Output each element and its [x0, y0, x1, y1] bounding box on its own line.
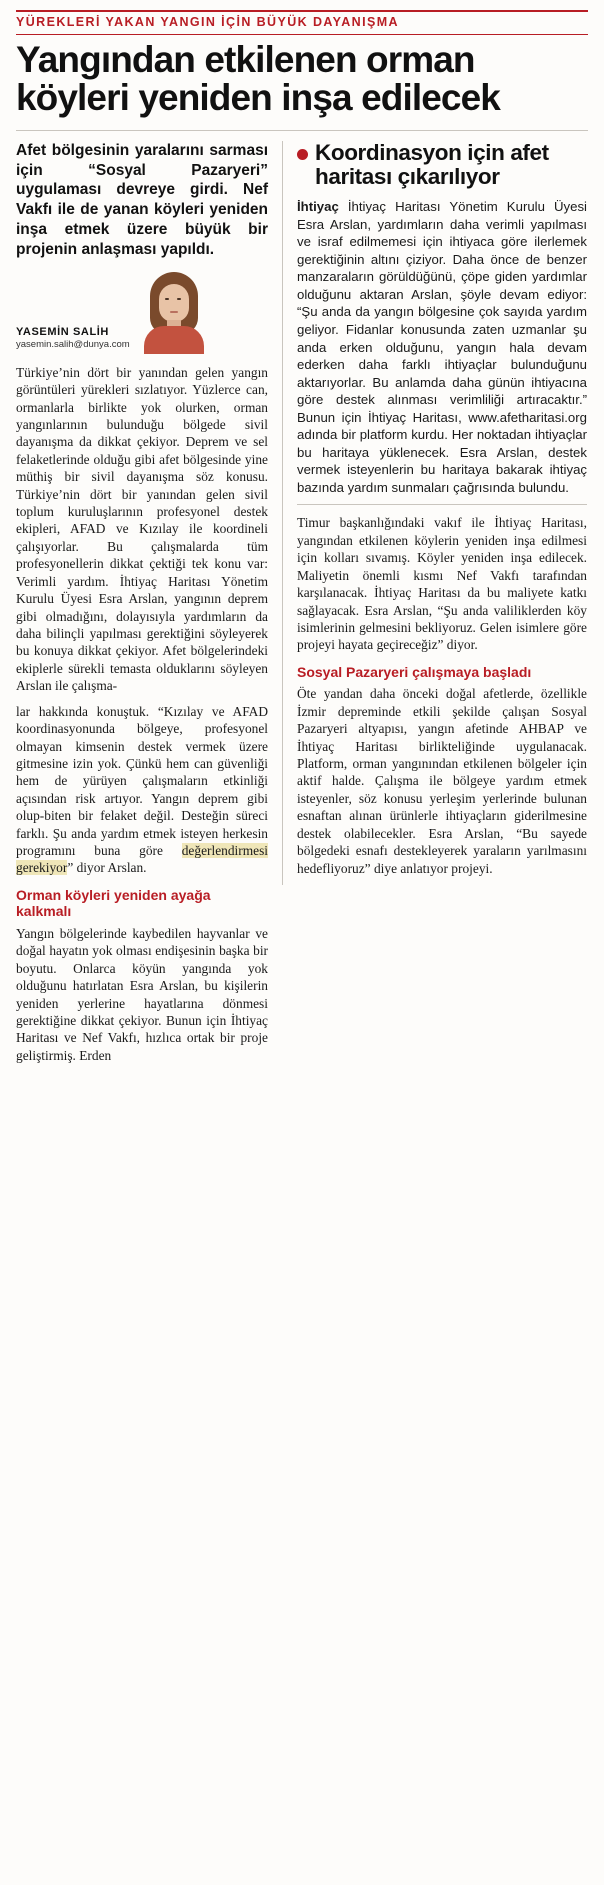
- author-email: yasemin.salih@dunya.com: [16, 338, 130, 350]
- sidebar-paragraph-text: İhtiyaç Haritası Yönetim Kurulu Üyesi Esra Arslan, yardımların daha verimli yapılması ve israf edilmemesi için ihtiyaca göre ilerlemek gerektiğinin altını çiziyor. Daha önce de benzer manzaraların görüldüğünü, çöpe giden yardımlar olduğunu aktaran Arslan, şöyle devam ediyor: “Şu anda da yangın bölgesine çok sayıda yardım geliyor. Fidanlar konusunda zaten uzmanlar şu anda erken olduğunu, yangın hala devam ederken daha farklı ihtiyaçlar bulunduğunu aktarıyorlar. Bu anlamda daha günün ihtiyacına göre destek alınması verimliliği artıracaktır.” Bunun için İhtiyaç Haritası, www.afetharitasi.org adında bir platform kurdu. Her noktadan ihtiyaçlar bu haritaya yüklenecek. Esra Arslan, destek vermek isteyenlerin bu haritaya bakarak ihtiyaç bazında yardım sunmaları çağrısında bulundu.: [297, 199, 587, 495]
- portrait-body: [144, 326, 204, 354]
- kicker-band: [16, 10, 588, 35]
- standfirst: Afet bölgesinin yaralarını sarması için “Sosyal Pazaryeri” uygulaması devreye girdi. Nef Vakfı ile de yanan köyleri yeniden inşa etmek üzere büyük bir projenin anlaşması yapıldı.: [16, 141, 268, 258]
- paragraph: Timur başkanlığındaki vakıf ile İhtiyaç Haritası, yangından etkilenen köylerin yeniden inşa edilmesi için kolları sıvamış. Köyler yeniden inşa edilecek. Maliyetin önemli kısmı Nef Vakfı tarafından karşılanacak. İhtiyaç Haritası da bu maliyete katkı sağlayacak. Esra Arslan, “Şu anda valiliklerden köy isimlerinin gelmesini bekliyoruz. Gelen isimlere göre projeyi hayata geçireceğiz” diyor.: [297, 515, 587, 653]
- byline-text: [16, 326, 130, 354]
- portrait-eye-left: [165, 298, 169, 301]
- sidebar-divider: [297, 504, 587, 505]
- author-portrait-image: [136, 268, 212, 354]
- bullet-icon: [297, 149, 308, 160]
- sidebar-title: Koordinasyon için afet haritası çıkarılıyor: [315, 139, 549, 190]
- sidebar-body: [297, 198, 587, 496]
- sidebar-lead-word: İhtiyaç: [297, 199, 339, 215]
- paragraph-highlighted: lar hakkında konuştuk. “Kızılay ve AFAD koordinasyonunda bölgeye, profesyonel olmayan kimsenin destek vermek üzere gitmesine izin yok. Çünkü hem can güvenliği hem de yürüyen çalışmaların etkinliği açısından risk artıyor. Yangın deprem gibi olup-biten bir felaket değil. Desteğin süreci farklı. Şu anda yardım etmek isteyen herkesin programını buna göre değerlendirmesi gerekiyor” diyor Arslan.: [16, 703, 268, 876]
- paragraph: Yangın bölgelerinde kaybedilen hayvanlar ve doğal hayatın yok olması endişesinin başka bir boyutu. Onlarca köyün yangında yok olduğunu hatırlatan Esra Arslan, bu kişilerin yeniden yerlerine hayatlarına dönmesi gerektiğine dikkat çekiyor. Bunun için İhtiyaç Haritası ve Nef Vakfı, hızlıca ortak bir proje geliştirmiş. Erden: [16, 925, 268, 1063]
- headline-divider: [16, 130, 588, 131]
- marker-highlight: değerlendirmesi gerekiyor: [16, 843, 268, 876]
- paragraph: Türkiye’nin dört bir yanından gelen yangın görüntüleri yürekleri sızlatıyor. Yüzlerce can, ormanlarla birlikte yok olurken, orman yangınlarının bulunduğu bölgede sivil dayanışma da dikkat çekiyor. Deprem ve sel felaketlerinde olduğu gibi afet bölgesinde yine müthiş bir sivil dayanışma söz konusu. Türkiye’nin dört bir yanından gelen sivil toplum kuruluşlarının profesyonel destek ekipleri, AFAD ve Kızılay ile koordineli çalışıyorlar. Bu çalışmalarda tüm profesyonellerin dikkat çektiği tek konu var: Verimli yardım. İhtiyaç Haritası Yönetim Kurulu Üyesi Esra Arslan, yangının deprem gibi olmadığını, dolayısıyla yardımların da daha bilinçli yapılması gerektiğini söyleyerek bu konuya dikkat çekiyor. Afet bölgelerindeki ekiplerle sürekli temasta olduklarını söyleyen Arslan ile çalışma-: [16, 364, 268, 694]
- kicker-text: YÜREKLERİ YAKAN YANGIN İÇİN BÜYÜK DAYANIŞMA: [16, 15, 399, 29]
- paragraph: Öte yandan daha önceki doğal afetlerde, özellikle İzmir depreminde etkili şekilde çalışan Sosyal Pazaryeri altyapısı, yangın afetinde AHBAP ve İhtiyaç Haritası birlikteliğinde uygulanacak. Platform, orman yangınından etkilenen bölgeler için aktif halde. Çalışma ile bölgeye yardım etmek isteyenler, söz konusu yerleşim yerlerinde bulunan esnaftan alınan ürünlerle ihtiyaçların giderilmesine destek olabilecekler. Esra Arslan, “Bu sayede bölgedeki esnafı destekleyerek yaraların yarılmasını hedefliyoruz” diye anlatıyor projeyi.: [297, 686, 587, 876]
- page-title: Yangından etkilenen orman köyleri yeniden inşa edilecek: [16, 38, 500, 119]
- left-column: [16, 141, 268, 1073]
- section-subhead: Orman köyleri yeniden ayağa kalkmalı: [16, 886, 211, 920]
- portrait-mouth: [170, 311, 178, 313]
- right-body-text: [297, 514, 587, 877]
- portrait-face: [159, 284, 189, 322]
- left-body-text: [16, 364, 268, 1065]
- sidebar-paragraph: [297, 198, 587, 496]
- right-column: [282, 141, 587, 885]
- section-subhead: Sosyal Pazaryeri çalışmaya başladı: [297, 663, 532, 680]
- sidebar-header: [297, 141, 587, 199]
- author-name: YASEMİN SALİH: [16, 325, 109, 338]
- article-columns: [16, 141, 588, 1073]
- byline: [16, 268, 268, 354]
- portrait-eye-right: [177, 298, 181, 301]
